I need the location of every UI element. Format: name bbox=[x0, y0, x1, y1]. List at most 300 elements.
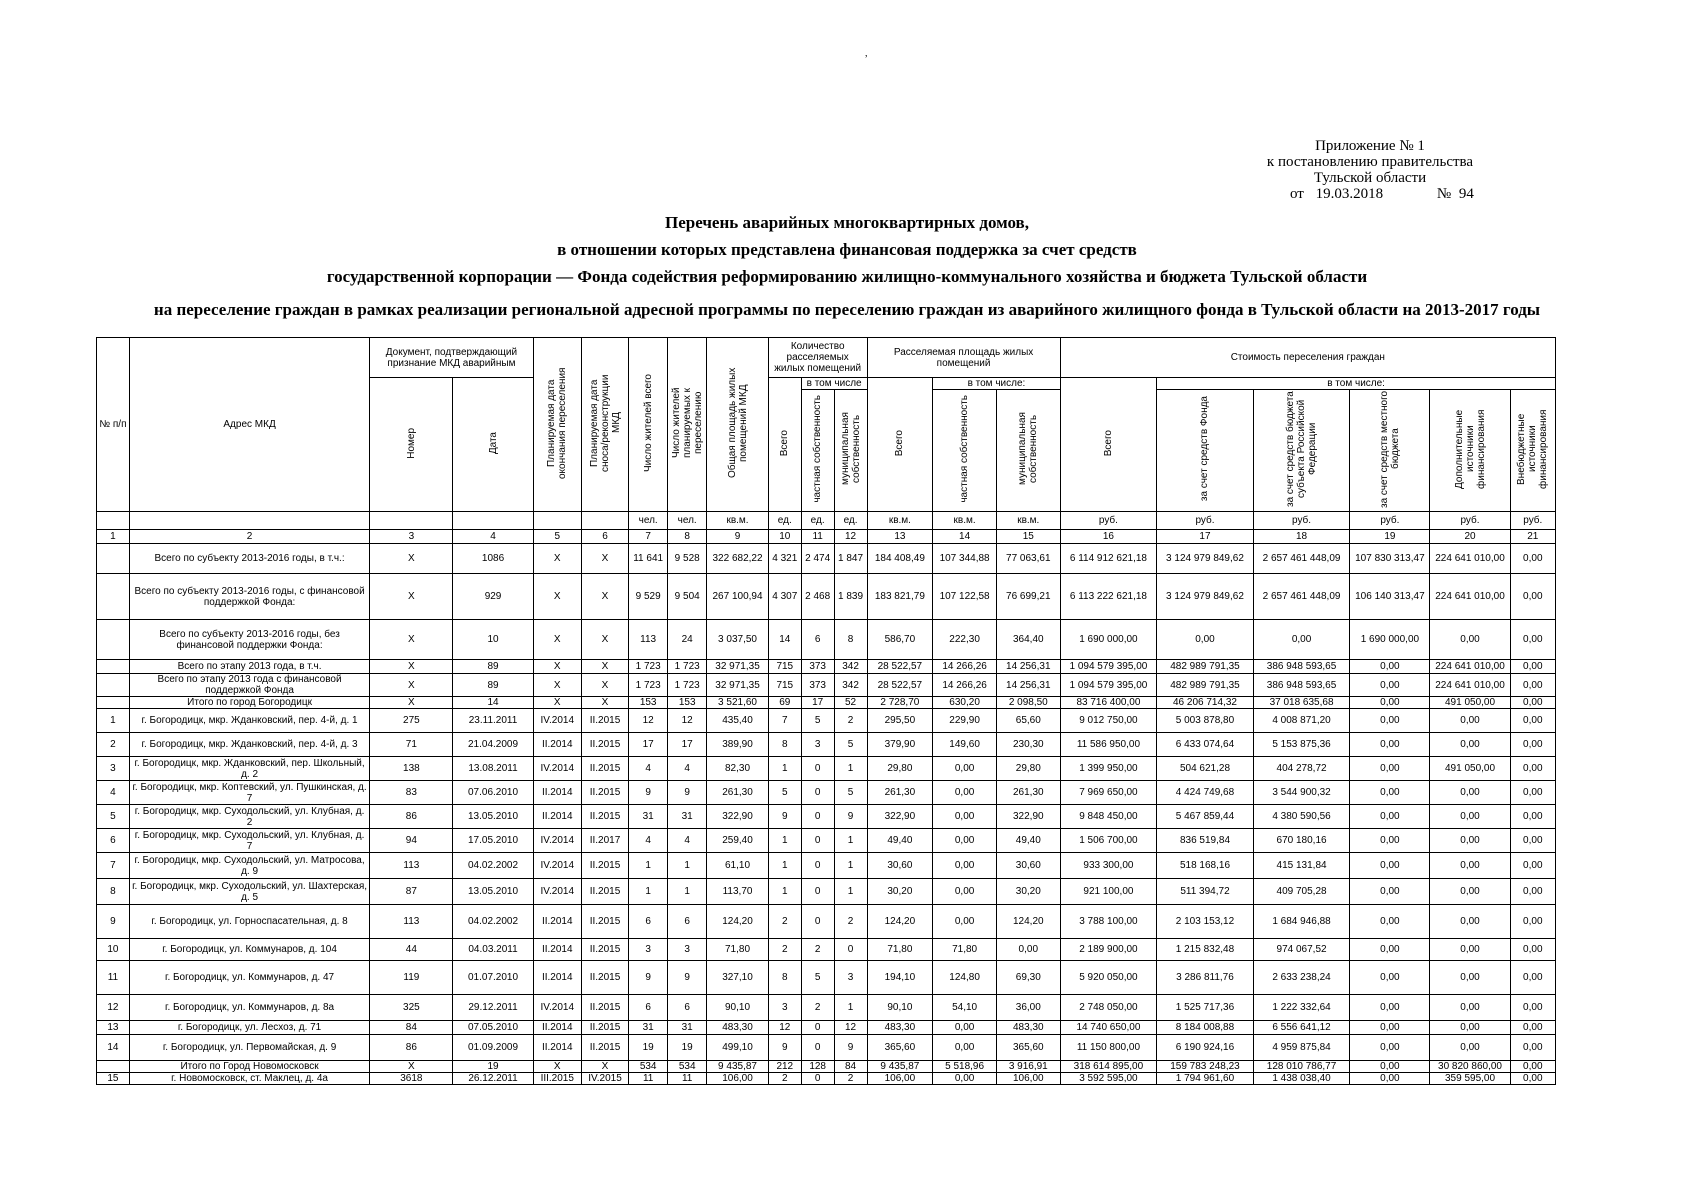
row-value: 9 bbox=[668, 961, 707, 995]
summary-value: X bbox=[370, 544, 453, 574]
row-value: 17 bbox=[668, 733, 707, 757]
col-doc-date-header bbox=[453, 378, 533, 512]
area-private-label: частная собственность bbox=[959, 395, 971, 503]
cost-incl-header: в том числе: bbox=[1157, 378, 1556, 390]
row-value: 3 bbox=[801, 733, 834, 757]
title-line-3: государственной корпорации — Фонда содействия реформированию жилищно-коммунального хозяйства и бюджета Тульской области bbox=[326, 267, 1368, 286]
summary-value: X bbox=[581, 674, 628, 697]
table-row bbox=[97, 781, 1556, 805]
row-value: 0 bbox=[801, 805, 834, 829]
row-value: II.2014 bbox=[533, 781, 581, 805]
total-area-label: Общая площадь жилых помещений МКД bbox=[726, 367, 749, 479]
row-value: II.2015 bbox=[581, 905, 628, 939]
row-value: 365,60 bbox=[867, 1035, 933, 1061]
row-value: 0,00 bbox=[1350, 757, 1430, 781]
column-number: 21 bbox=[1510, 530, 1555, 544]
row-value: 8 bbox=[768, 733, 801, 757]
rooms-private-label: частная собственность bbox=[812, 395, 824, 503]
row-value: 0 bbox=[801, 1021, 834, 1035]
row-value: 0,00 bbox=[1510, 709, 1555, 733]
col-num-header: № п/п bbox=[97, 338, 130, 512]
row-value: 0,00 bbox=[933, 757, 997, 781]
row-value: 0,00 bbox=[1510, 995, 1555, 1021]
row-value: 4 bbox=[629, 829, 668, 853]
row-value: IV.2015 bbox=[581, 1073, 628, 1085]
row-value: 71,80 bbox=[933, 939, 997, 961]
row-value: 921 100,00 bbox=[1060, 879, 1157, 905]
row-value: 21.04.2009 bbox=[453, 733, 533, 757]
row-value: 0,00 bbox=[1430, 905, 1510, 939]
summary-value: 0,00 bbox=[1510, 697, 1555, 709]
row-value: 12 bbox=[834, 1021, 867, 1035]
row-value: 0,00 bbox=[1350, 879, 1430, 905]
row-value: 5 153 875,36 bbox=[1253, 733, 1350, 757]
row-number-empty bbox=[97, 660, 130, 674]
summary-row bbox=[97, 574, 1556, 620]
row-address: г. Богородицк, ул. Лесхоз, д. 71 bbox=[129, 1021, 369, 1035]
table-row bbox=[97, 995, 1556, 1021]
summary-value: 107 122,58 bbox=[933, 574, 997, 620]
row-value: 0,00 bbox=[933, 1035, 997, 1061]
summary-value: 14 266,26 bbox=[933, 674, 997, 697]
row-value: 0 bbox=[801, 853, 834, 879]
unit-cell: ед. bbox=[768, 512, 801, 530]
row-address: г. Богородицк, мкр. Жданковский, пер. 4-й, д. 1 bbox=[129, 709, 369, 733]
summary-value: 1 094 579 395,00 bbox=[1060, 660, 1157, 674]
doc-number-label: Номер bbox=[405, 427, 417, 459]
column-number: 3 bbox=[370, 530, 453, 544]
row-value: 0,00 bbox=[933, 805, 997, 829]
summary-value: 224 641 010,00 bbox=[1430, 544, 1510, 574]
row-value: 5 bbox=[801, 961, 834, 995]
unit-cell: ед. bbox=[801, 512, 834, 530]
summary-value: 6 bbox=[801, 620, 834, 660]
summary-value: 0,00 bbox=[1510, 1061, 1555, 1073]
row-value: 44 bbox=[370, 939, 453, 961]
row-value: III.2015 bbox=[533, 1073, 581, 1085]
row-value: 6 556 641,12 bbox=[1253, 1021, 1350, 1035]
summary-value: 17 bbox=[801, 697, 834, 709]
column-number: 14 bbox=[933, 530, 997, 544]
row-value: 01.09.2009 bbox=[453, 1035, 533, 1061]
column-number: 1 bbox=[97, 530, 130, 544]
row-value: 106,00 bbox=[996, 1073, 1060, 1085]
row-value: IV.2014 bbox=[533, 995, 581, 1021]
row-value: 13.05.2010 bbox=[453, 879, 533, 905]
row-value: 9 848 450,00 bbox=[1060, 805, 1157, 829]
row-value: 379,90 bbox=[867, 733, 933, 757]
summary-value: 3 124 979 849,62 bbox=[1157, 544, 1254, 574]
unit-cell: кв.м. bbox=[707, 512, 769, 530]
row-number: 3 bbox=[97, 757, 130, 781]
row-value: 0,00 bbox=[933, 879, 997, 905]
row-value: 325 bbox=[370, 995, 453, 1021]
col-planned-end-header bbox=[533, 338, 581, 512]
row-value: 90,10 bbox=[707, 995, 769, 1021]
summary-value: X bbox=[370, 574, 453, 620]
row-value: 194,10 bbox=[867, 961, 933, 995]
col-doc-number-header bbox=[370, 378, 453, 512]
summary-value: 0,00 bbox=[1350, 660, 1430, 674]
summary-value: 0,00 bbox=[1510, 620, 1555, 660]
row-value: 0 bbox=[801, 905, 834, 939]
row-value: 5 bbox=[834, 781, 867, 805]
row-value: 61,10 bbox=[707, 853, 769, 879]
table-row bbox=[97, 961, 1556, 995]
column-number: 10 bbox=[768, 530, 801, 544]
col-rooms-municipal-header bbox=[834, 390, 867, 512]
col-offbudget-header bbox=[1510, 390, 1555, 512]
row-value: 5 bbox=[801, 709, 834, 733]
row-value: 106,00 bbox=[867, 1073, 933, 1085]
summary-value: 128 bbox=[801, 1061, 834, 1073]
row-value: 14 740 650,00 bbox=[1060, 1021, 1157, 1035]
approval-date-line bbox=[1290, 186, 1530, 202]
summary-value: 9 529 bbox=[629, 574, 668, 620]
summary-value: 322 682,22 bbox=[707, 544, 769, 574]
row-value: II.2015 bbox=[581, 733, 628, 757]
units-row bbox=[97, 512, 1556, 530]
summary-value: 14 256,31 bbox=[996, 674, 1060, 697]
row-value: 84 bbox=[370, 1021, 453, 1035]
row-value: 3 bbox=[768, 995, 801, 1021]
row-value: 86 bbox=[370, 1035, 453, 1061]
summary-value: 2 657 461 448,09 bbox=[1253, 574, 1350, 620]
row-value: 327,10 bbox=[707, 961, 769, 995]
row-value: 0,00 bbox=[1430, 853, 1510, 879]
row-number: 10 bbox=[97, 939, 130, 961]
row-value: 13.05.2010 bbox=[453, 805, 533, 829]
row-value: 322,90 bbox=[707, 805, 769, 829]
units-spacer bbox=[453, 512, 533, 530]
summary-value: 32 971,35 bbox=[707, 660, 769, 674]
row-value: 5 920 050,00 bbox=[1060, 961, 1157, 995]
row-value: 106,00 bbox=[707, 1073, 769, 1085]
unit-cell: руб. bbox=[1510, 512, 1555, 530]
summary-row bbox=[97, 660, 1556, 674]
row-value: 11 586 950,00 bbox=[1060, 733, 1157, 757]
summary-value: 0,00 bbox=[1350, 1061, 1430, 1073]
col-residents-planned-header bbox=[668, 338, 707, 512]
row-value: 836 519,84 bbox=[1157, 829, 1254, 853]
row-value: 483,30 bbox=[867, 1021, 933, 1035]
summary-label: Всего по субъекту 2013-2016 годы, без финансовой поддержки Фонда: bbox=[129, 620, 369, 660]
row-value: 54,10 bbox=[933, 995, 997, 1021]
row-value: 0,00 bbox=[1430, 1035, 1510, 1061]
col-residents-total-header bbox=[629, 338, 668, 512]
summary-value: 107 344,88 bbox=[933, 544, 997, 574]
row-value: 670 180,16 bbox=[1253, 829, 1350, 853]
row-value: II.2014 bbox=[533, 733, 581, 757]
summary-value: 0,00 bbox=[1510, 660, 1555, 674]
row-value: 01.07.2010 bbox=[453, 961, 533, 995]
row-value: 4 424 749,68 bbox=[1157, 781, 1254, 805]
table-row bbox=[97, 1035, 1556, 1061]
federal-label: за счет средств бюджета субъекта Российской Федерации bbox=[1285, 391, 1319, 507]
row-value: II.2014 bbox=[533, 1021, 581, 1035]
summary-value: 3 521,60 bbox=[707, 697, 769, 709]
summary-value: 89 bbox=[453, 674, 533, 697]
row-value: 8 184 008,88 bbox=[1157, 1021, 1254, 1035]
col-area-private-header bbox=[933, 390, 997, 512]
row-number: 4 bbox=[97, 781, 130, 805]
summary-value: 267 100,94 bbox=[707, 574, 769, 620]
summary-value: 222,30 bbox=[933, 620, 997, 660]
column-number: 19 bbox=[1350, 530, 1430, 544]
summary-value: X bbox=[581, 574, 628, 620]
approval-block bbox=[1230, 138, 1510, 202]
row-value: 0,00 bbox=[1510, 757, 1555, 781]
summary-value: 0,00 bbox=[1510, 544, 1555, 574]
area-total-label: Всего bbox=[894, 429, 906, 457]
summary-value: 32 971,35 bbox=[707, 674, 769, 697]
column-number: 18 bbox=[1253, 530, 1350, 544]
row-value: 0,00 bbox=[933, 1073, 997, 1085]
row-value: 0,00 bbox=[1510, 879, 1555, 905]
row-value: 322,90 bbox=[867, 805, 933, 829]
col-rooms-private-header bbox=[801, 390, 834, 512]
summary-value: 586,70 bbox=[867, 620, 933, 660]
row-value: 0 bbox=[834, 939, 867, 961]
row-value: 0 bbox=[801, 781, 834, 805]
row-value: 04.02.2002 bbox=[453, 853, 533, 879]
row-value: 4 008 871,20 bbox=[1253, 709, 1350, 733]
row-value: 71,80 bbox=[707, 939, 769, 961]
row-value: 322,90 bbox=[996, 805, 1060, 829]
row-address: г. Богородицк, мкр. Суходольский, ул. Шахтерская, д. 5 bbox=[129, 879, 369, 905]
row-value: 389,90 bbox=[707, 733, 769, 757]
row-value: 13.08.2011 bbox=[453, 757, 533, 781]
row-number: 11 bbox=[97, 961, 130, 995]
row-value: 230,30 bbox=[996, 733, 1060, 757]
summary-value: 386 948 593,65 bbox=[1253, 674, 1350, 697]
units-spacer bbox=[97, 512, 130, 530]
row-number: 9 bbox=[97, 905, 130, 939]
summary-value: 14 bbox=[453, 697, 533, 709]
row-value: 0,00 bbox=[1430, 1021, 1510, 1035]
row-address: г. Богородицк, ул. Коммунаров, д. 8а bbox=[129, 995, 369, 1021]
summary-value: 2 468 bbox=[801, 574, 834, 620]
row-value: 3 bbox=[668, 939, 707, 961]
row-value: 1 684 946,88 bbox=[1253, 905, 1350, 939]
unit-cell: кв.м. bbox=[996, 512, 1060, 530]
row-value: II.2015 bbox=[581, 961, 628, 995]
summary-value: 1 723 bbox=[668, 660, 707, 674]
page-mark: , bbox=[865, 48, 868, 59]
row-address: г. Богородицк, ул. Первомайская, д. 9 bbox=[129, 1035, 369, 1061]
row-value: 6 bbox=[668, 905, 707, 939]
row-value: 0,00 bbox=[1350, 733, 1430, 757]
row-number: 12 bbox=[97, 995, 130, 1021]
row-value: 29.12.2011 bbox=[453, 995, 533, 1021]
rooms-municipal-label: муниципальная собственность bbox=[839, 412, 862, 486]
unit-cell: кв.м. bbox=[867, 512, 933, 530]
col-federal-header bbox=[1253, 390, 1350, 512]
row-address: г. Богородицк, мкр. Жданковский, пер. Школьный, д. 2 bbox=[129, 757, 369, 781]
row-value: 8 bbox=[768, 961, 801, 995]
row-value: 1 bbox=[629, 853, 668, 879]
row-value: 5 bbox=[768, 781, 801, 805]
row-value: II.2015 bbox=[581, 757, 628, 781]
row-value: 4 bbox=[668, 829, 707, 853]
row-value: 1 bbox=[834, 879, 867, 905]
row-value: II.2015 bbox=[581, 853, 628, 879]
row-value: II.2014 bbox=[533, 905, 581, 939]
row-value: 0,00 bbox=[1350, 853, 1430, 879]
row-address: г. Богородицк, мкр. Суходольский, ул. Клубная, д. 7 bbox=[129, 829, 369, 853]
planned-demolition-label: Планируемая дата сноса/реконструкции МКД bbox=[588, 374, 622, 472]
summary-value: X bbox=[370, 697, 453, 709]
row-value: II.2015 bbox=[581, 1035, 628, 1061]
row-value: 0,00 bbox=[1350, 1035, 1430, 1061]
col-area-municipal-header bbox=[996, 390, 1060, 512]
summary-value: 0,00 bbox=[1350, 697, 1430, 709]
summary-value: 83 716 400,00 bbox=[1060, 697, 1157, 709]
column-number: 13 bbox=[867, 530, 933, 544]
row-value: 275 bbox=[370, 709, 453, 733]
summary-value: X bbox=[581, 1061, 628, 1073]
row-value: 29,80 bbox=[996, 757, 1060, 781]
row-value: 2 bbox=[801, 939, 834, 961]
table-row bbox=[97, 733, 1556, 757]
column-number: 9 bbox=[707, 530, 769, 544]
summary-value: X bbox=[533, 1061, 581, 1073]
summary-row bbox=[97, 1061, 1556, 1073]
row-value: 07.05.2010 bbox=[453, 1021, 533, 1035]
summary-value: 9 435,87 bbox=[867, 1061, 933, 1073]
row-value: 295,50 bbox=[867, 709, 933, 733]
summary-value: 364,40 bbox=[996, 620, 1060, 660]
row-value: 7 bbox=[768, 709, 801, 733]
row-value: 3 788 100,00 bbox=[1060, 905, 1157, 939]
row-value: 0,00 bbox=[1350, 709, 1430, 733]
unit-cell: чел. bbox=[629, 512, 668, 530]
row-value: 6 bbox=[629, 905, 668, 939]
summary-value: X bbox=[370, 660, 453, 674]
row-value: IV.2014 bbox=[533, 879, 581, 905]
summary-value: 1 847 bbox=[834, 544, 867, 574]
row-number: 7 bbox=[97, 853, 130, 879]
approval-number: 94 bbox=[1458, 186, 1474, 202]
residents-planned-label: Число жителей планируемых к переселению bbox=[670, 387, 704, 459]
row-value: 71 bbox=[370, 733, 453, 757]
summary-value: 11 641 bbox=[629, 544, 668, 574]
row-value: 0,00 bbox=[933, 781, 997, 805]
row-value: II.2015 bbox=[581, 939, 628, 961]
table-row bbox=[97, 1021, 1556, 1035]
summary-value: 2 728,70 bbox=[867, 697, 933, 709]
row-value: 0,00 bbox=[1510, 1035, 1555, 1061]
summary-value: X bbox=[581, 544, 628, 574]
row-address: г. Богородицк, ул. Коммунаров, д. 104 bbox=[129, 939, 369, 961]
row-value: 0,00 bbox=[1510, 781, 1555, 805]
col-total-area-header bbox=[707, 338, 769, 512]
row-value: 435,40 bbox=[707, 709, 769, 733]
row-value: 0,00 bbox=[1350, 805, 1430, 829]
local-label: за счет средств местного бюджета bbox=[1378, 390, 1401, 508]
summary-value: 0,00 bbox=[1253, 620, 1350, 660]
row-value: 69,30 bbox=[996, 961, 1060, 995]
row-number: 15 bbox=[97, 1073, 130, 1085]
row-value: 261,30 bbox=[707, 781, 769, 805]
offbudget-label: Внебюджетные источники финансирования bbox=[1516, 409, 1550, 489]
unit-cell: руб. bbox=[1060, 512, 1157, 530]
row-value: 30,60 bbox=[996, 853, 1060, 879]
column-number: 4 bbox=[453, 530, 533, 544]
summary-value: 128 010 786,77 bbox=[1253, 1061, 1350, 1073]
summary-value: 9 504 bbox=[668, 574, 707, 620]
row-value: 2 bbox=[834, 709, 867, 733]
summary-value: X bbox=[370, 674, 453, 697]
summary-value: 107 830 313,47 bbox=[1350, 544, 1430, 574]
row-value: 2 633 238,24 bbox=[1253, 961, 1350, 995]
row-value: 31 bbox=[668, 805, 707, 829]
row-value: 1 222 332,64 bbox=[1253, 995, 1350, 1021]
summary-value: 9 528 bbox=[668, 544, 707, 574]
row-value: 12 bbox=[768, 1021, 801, 1035]
row-value: 17 bbox=[629, 733, 668, 757]
row-value: 07.06.2010 bbox=[453, 781, 533, 805]
row-value: 5 467 859,44 bbox=[1157, 805, 1254, 829]
row-value: 0 bbox=[801, 1035, 834, 1061]
row-value: 71,80 bbox=[867, 939, 933, 961]
summary-value: 30 820 860,00 bbox=[1430, 1061, 1510, 1073]
row-value: 1 215 832,48 bbox=[1157, 939, 1254, 961]
row-value: 124,20 bbox=[867, 905, 933, 939]
summary-value: 630,20 bbox=[933, 697, 997, 709]
summary-value: 28 522,57 bbox=[867, 674, 933, 697]
doc-date-label: Дата bbox=[487, 431, 499, 455]
row-number: 6 bbox=[97, 829, 130, 853]
summary-value: 0,00 bbox=[1510, 574, 1555, 620]
row-value: 4 bbox=[668, 757, 707, 781]
row-value: 23.11.2011 bbox=[453, 709, 533, 733]
row-value: 36,00 bbox=[996, 995, 1060, 1021]
row-value: 0,00 bbox=[1430, 709, 1510, 733]
row-address: г. Богородицк, мкр. Коптевский, ул. Пушкинская, д. 7 bbox=[129, 781, 369, 805]
row-value: 3 bbox=[629, 939, 668, 961]
row-value: 30,20 bbox=[867, 879, 933, 905]
row-value: 0,00 bbox=[1510, 939, 1555, 961]
summary-value: 0,00 bbox=[1157, 620, 1254, 660]
row-value: 1 bbox=[834, 995, 867, 1021]
summary-value: 482 989 791,35 bbox=[1157, 674, 1254, 697]
row-value: 1 bbox=[768, 829, 801, 853]
row-value: II.2015 bbox=[581, 1021, 628, 1035]
summary-value: 113 bbox=[629, 620, 668, 660]
summary-label: Итого по город Богородицк bbox=[129, 697, 369, 709]
summary-value: 6 114 912 621,18 bbox=[1060, 544, 1157, 574]
units-spacer bbox=[533, 512, 581, 530]
row-value: II.2014 bbox=[533, 961, 581, 995]
row-value: 483,30 bbox=[996, 1021, 1060, 1035]
row-value: IV.2014 bbox=[533, 853, 581, 879]
col-cost-total-header bbox=[1060, 378, 1157, 512]
summary-value: X bbox=[370, 620, 453, 660]
summary-value: X bbox=[533, 674, 581, 697]
row-value: 1 525 717,36 bbox=[1157, 995, 1254, 1021]
row-value: 9 bbox=[629, 781, 668, 805]
row-value: 2 103 153,12 bbox=[1157, 905, 1254, 939]
row-value: 19 bbox=[629, 1035, 668, 1061]
unit-cell: ед. bbox=[834, 512, 867, 530]
summary-value: 318 614 895,00 bbox=[1060, 1061, 1157, 1073]
row-value: 2 bbox=[768, 905, 801, 939]
row-address: г. Богородицк, ул. Горноспасательная, д. 8 bbox=[129, 905, 369, 939]
row-value: 12 bbox=[668, 709, 707, 733]
row-value: 0,00 bbox=[1350, 961, 1430, 995]
col-local-header bbox=[1350, 390, 1430, 512]
